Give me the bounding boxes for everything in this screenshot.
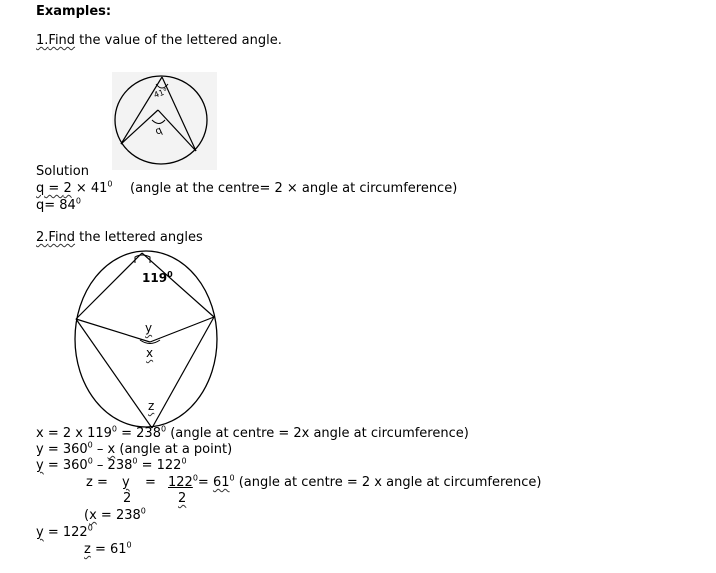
- solution-2-line-4-den-2: 2: [178, 491, 187, 506]
- figure-2-radius-right: [150, 317, 214, 342]
- figure-2-chord-bottom-right: [152, 317, 214, 428]
- question-1-text: the value of the lettered angle.: [75, 33, 282, 48]
- figure-2-label-z: z: [148, 399, 155, 413]
- figure-2-chord-bottom-left: [76, 319, 155, 428]
- question-1: [36, 33, 282, 48]
- solution-2-line-4-y: y: [122, 475, 130, 490]
- solution-2-line-6: $y = 122^0$: [36, 523, 93, 540]
- solution-2-line-7: $z = 61^0$: [84, 540, 132, 557]
- figure-2-label-119: $119^0$: [142, 270, 173, 285]
- solution-1-line-1: $q = 2 \times 41^0$: [36, 179, 113, 196]
- figure-1-radius-left: [121, 110, 158, 144]
- solution-2-line-4-z: z =: [86, 475, 108, 490]
- question-2-number: 2.Find: [36, 230, 76, 245]
- figure-2-chord-top-left: [76, 253, 142, 319]
- figure-2-radius-left: [76, 319, 153, 342]
- solution-2-line-4-eq: =: [145, 475, 156, 490]
- solution-2-line-4-den-1: 2: [123, 491, 132, 506]
- solution-2-line-5: ($x = 238^0$: [84, 506, 146, 523]
- solution-1-reason: (angle at the centre= 2 × angle at circumference): [130, 181, 458, 196]
- question-2: [36, 230, 203, 245]
- figure-1-chord-right: [162, 77, 196, 151]
- question-2-text: the lettered angles: [75, 230, 203, 245]
- question-1-number: 1.Find: [36, 33, 76, 48]
- figure-2-angle-mark-top: [135, 255, 150, 263]
- solution-2-line-3: $y = 360^0 - 238^0 = 122^0$: [36, 456, 187, 473]
- figure-1-angle-arc-centre: [152, 120, 165, 124]
- figure-2-label-y: y: [145, 321, 153, 335]
- solution-1-line-2: $q= 84^0$: [36, 196, 81, 213]
- heading: Examples:: [36, 4, 112, 19]
- solution-2-line-2: $y = 360^0 - x$ (angle at a point): [36, 440, 233, 457]
- figure-1-label-q: q: [153, 124, 165, 138]
- solution-1-q: q = 2: [36, 181, 72, 196]
- figure-2-label-x: x: [146, 346, 154, 360]
- solution-2-line-4-fraction: $122^0= 61^0$ (angle at centre = 2 x angle at circumference): [168, 473, 542, 490]
- solution-2-line-1: x = 2 x $119^0 = 238^0$ (angle at centre = 2x angle at circumference): [36, 424, 469, 441]
- figure-1-radius-right: [158, 110, 196, 151]
- solution-1-title: Solution: [36, 164, 89, 179]
- figure-1-label-angle: 41°: [152, 86, 170, 100]
- figure-1-circle-diagram: [112, 72, 217, 170]
